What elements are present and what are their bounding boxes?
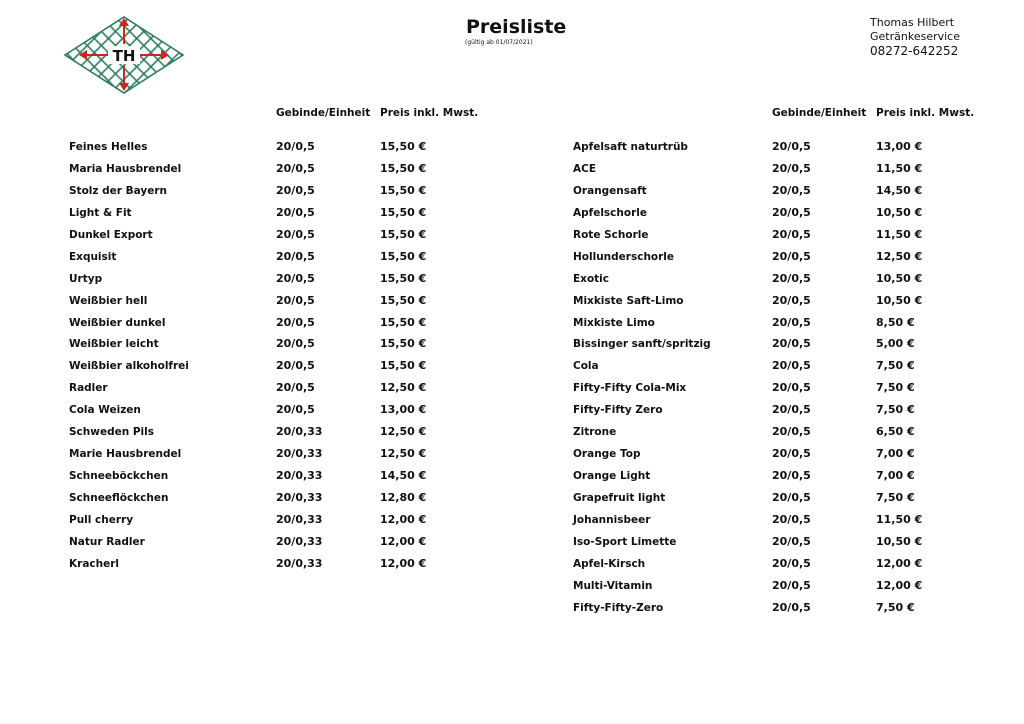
- price-row: [69, 250, 469, 272]
- product-price: 7,50 €: [876, 403, 915, 417]
- product-name: Marie Hausbrendel: [69, 448, 182, 461]
- product-price: 15,50 €: [380, 205, 427, 219]
- right-unit-header: Gebinde/Einheit: [772, 107, 867, 119]
- product-name: Apfelsaft naturtrüb: [573, 141, 688, 153]
- product-name: Natur Radler: [69, 535, 145, 548]
- price-row: [69, 447, 469, 469]
- product-unit: 20/0,5: [276, 249, 315, 263]
- product-unit: 20/0,5: [772, 205, 811, 219]
- company-info: [870, 16, 960, 58]
- company-owner: Thomas Hilbert: [870, 16, 955, 29]
- product-unit: 20/0,5: [772, 293, 811, 307]
- product-name: Multi-Vitamin: [573, 579, 653, 592]
- product-name: Schneeböckchen: [69, 470, 169, 483]
- validity-date: (gültig ab 01/07/2021): [465, 39, 533, 46]
- price-row: [573, 337, 973, 359]
- product-price: 15,50 €: [380, 293, 427, 307]
- product-price: 14,50 €: [876, 183, 923, 197]
- product-name: Light & Fit: [69, 206, 132, 219]
- product-price: 12,50 €: [380, 425, 427, 439]
- product-unit: 20/0,5: [772, 337, 811, 351]
- product-name: Orange Light: [573, 470, 651, 483]
- product-price: 15,50 €: [380, 359, 427, 373]
- product-unit: 20/0,5: [772, 227, 811, 241]
- soft-drink-price-list: [573, 140, 973, 623]
- price-row: [573, 272, 973, 294]
- product-unit: 20/0,5: [772, 359, 811, 373]
- page-title: Preisliste: [466, 16, 567, 38]
- price-row: [69, 425, 469, 447]
- product-name: Rote Schorle: [573, 228, 649, 241]
- product-unit: 20/0,5: [772, 183, 811, 197]
- product-unit: 20/0,5: [276, 381, 315, 395]
- product-name: Grapefruit light: [573, 492, 666, 504]
- price-row: [69, 469, 469, 491]
- product-unit: 20/0,33: [276, 491, 323, 504]
- product-price: 15,50 €: [380, 161, 427, 175]
- product-unit: 20/0,5: [276, 271, 315, 285]
- price-row: [69, 294, 469, 316]
- product-unit: 20/0,33: [276, 469, 323, 483]
- product-price: 7,50 €: [876, 600, 915, 614]
- product-price: 10,50 €: [876, 293, 923, 307]
- lattice-logo-icon: [62, 14, 186, 94]
- price-row: [573, 601, 973, 623]
- product-unit: 20/0,5: [772, 403, 811, 417]
- company-phone: 08272-642252: [870, 44, 959, 58]
- product-unit: 20/0,5: [276, 403, 315, 417]
- company-logo: [62, 14, 186, 94]
- product-price: 12,50 €: [380, 447, 427, 461]
- price-row: [573, 381, 973, 403]
- product-price: 12,50 €: [380, 381, 427, 395]
- product-price: 5,00 €: [876, 337, 915, 351]
- product-name: Cola: [573, 360, 599, 373]
- product-unit: 20/0,33: [276, 512, 323, 526]
- beer-price-list: [69, 140, 469, 579]
- product-name: Exotic: [573, 272, 610, 285]
- product-name: Mixkiste Saft-Limo: [573, 294, 684, 307]
- product-price: 6,50 €: [876, 425, 915, 439]
- product-name: Fifty-Fifty Cola-Mix: [573, 382, 687, 395]
- product-price: 15,50 €: [380, 271, 427, 285]
- price-row: [69, 513, 469, 535]
- product-unit: 20/0,5: [276, 183, 315, 197]
- price-row: [573, 425, 973, 447]
- product-unit: 20/0,5: [772, 600, 811, 614]
- product-price: 11,50 €: [876, 512, 923, 526]
- price-row: [573, 557, 973, 579]
- product-name: Stolz der Bayern: [69, 184, 168, 197]
- product-price: 15,50 €: [380, 227, 427, 241]
- product-name: ACE: [573, 162, 597, 175]
- price-row: [69, 535, 469, 557]
- product-name: Weißbier alkoholfrei: [69, 360, 189, 373]
- price-row: [69, 228, 469, 250]
- product-name: Kracherl: [69, 557, 119, 570]
- price-row: [69, 184, 469, 206]
- product-price: 15,50 €: [380, 337, 427, 351]
- product-name: Maria Hausbrendel: [69, 162, 182, 175]
- product-price: 12,00 €: [380, 534, 427, 548]
- product-unit: 20/0,5: [772, 534, 811, 548]
- product-price: 13,00 €: [876, 140, 923, 153]
- product-unit: 20/0,5: [276, 140, 315, 153]
- product-unit: 20/0,5: [772, 556, 811, 570]
- product-price: 11,50 €: [876, 161, 923, 175]
- product-name: Fifty-Fifty Zero: [573, 404, 663, 417]
- product-unit: 20/0,5: [276, 359, 315, 373]
- price-row: [573, 206, 973, 228]
- product-unit: 20/0,5: [276, 227, 315, 241]
- product-name: Apfelschorle: [573, 206, 647, 219]
- product-price: 12,00 €: [876, 578, 923, 592]
- product-name: Pull cherry: [69, 513, 134, 526]
- product-price: 15,50 €: [380, 183, 427, 197]
- product-price: 8,50 €: [876, 315, 915, 329]
- product-price: 13,00 €: [380, 403, 427, 417]
- price-row: [573, 184, 973, 206]
- price-row: [573, 403, 973, 425]
- product-price: 12,00 €: [876, 556, 923, 570]
- product-name: Schweden Pils: [69, 426, 154, 439]
- price-row: [573, 250, 973, 272]
- product-unit: 20/0,5: [772, 578, 811, 592]
- product-price: 10,50 €: [876, 271, 923, 285]
- product-unit: 20/0,33: [276, 447, 323, 461]
- product-unit: 20/0,5: [772, 161, 811, 175]
- company-business: Getränkeservice: [870, 30, 960, 43]
- product-unit: 20/0,5: [772, 315, 811, 329]
- price-row: [573, 535, 973, 557]
- product-name: Apfel-Kirsch: [573, 557, 646, 570]
- price-row: [573, 228, 973, 250]
- product-name: Orange Top: [573, 448, 641, 461]
- product-unit: 20/0,5: [276, 205, 315, 219]
- product-unit: 20/0,5: [772, 425, 811, 439]
- product-name: Urtyp: [69, 272, 103, 285]
- product-name: Exquisit: [69, 250, 117, 263]
- product-unit: 20/0,5: [772, 469, 811, 483]
- product-price: 14,50 €: [380, 469, 427, 483]
- product-price: 12,80 €: [380, 491, 427, 504]
- price-row: [573, 469, 973, 491]
- product-price: 7,50 €: [876, 491, 915, 504]
- product-unit: 20/0,5: [772, 271, 811, 285]
- product-name: Fifty-Fifty-Zero: [573, 601, 664, 614]
- logo-text: TH: [112, 47, 136, 65]
- price-row: [573, 140, 973, 162]
- product-unit: 20/0,33: [276, 556, 323, 570]
- product-unit: 20/0,5: [772, 249, 811, 263]
- product-name: Weißbier leicht: [69, 338, 159, 351]
- product-price: 7,50 €: [876, 359, 915, 373]
- product-price: 12,50 €: [876, 249, 923, 263]
- product-unit: 20/0,5: [276, 293, 315, 307]
- product-price: 10,50 €: [876, 205, 923, 219]
- product-name: Weißbier dunkel: [69, 316, 166, 329]
- price-row: [69, 491, 469, 513]
- product-unit: 20/0,5: [772, 447, 811, 461]
- price-row: [69, 403, 469, 425]
- price-row: [573, 513, 973, 535]
- price-row: [69, 206, 469, 228]
- product-name: Schneeflöckchen: [69, 492, 169, 504]
- product-price: 15,50 €: [380, 315, 427, 329]
- product-unit: 20/0,5: [276, 315, 315, 329]
- price-row: [573, 162, 973, 184]
- product-unit: 20/0,5: [276, 337, 315, 351]
- price-row: [573, 359, 973, 381]
- price-row: [573, 447, 973, 469]
- product-name: Zitrone: [573, 426, 617, 439]
- product-name: Dunkel Export: [69, 228, 153, 241]
- product-price: 10,50 €: [876, 534, 923, 548]
- product-name: Feines Helles: [69, 141, 148, 153]
- product-name: Orangensaft: [573, 184, 647, 197]
- product-name: Cola Weizen: [69, 404, 141, 417]
- product-name: Bissinger sanft/spritzig: [573, 338, 711, 351]
- price-row: [69, 140, 469, 162]
- product-unit: 20/0,5: [772, 491, 811, 504]
- product-price: 15,50 €: [380, 249, 427, 263]
- price-row: [573, 294, 973, 316]
- product-price: 7,00 €: [876, 447, 915, 461]
- price-row: [69, 337, 469, 359]
- price-row: [69, 272, 469, 294]
- product-unit: 20/0,5: [772, 381, 811, 395]
- left-price-header: Preis inkl. Mwst.: [380, 107, 479, 119]
- product-price: 15,50 €: [380, 140, 427, 153]
- product-unit: 20/0,33: [276, 534, 323, 548]
- right-price-header: Preis inkl. Mwst.: [876, 107, 975, 119]
- product-name: Johannisbeer: [573, 513, 651, 526]
- product-price: 7,00 €: [876, 469, 915, 483]
- product-unit: 20/0,5: [772, 140, 811, 153]
- price-row: [69, 316, 469, 338]
- product-unit: 20/0,5: [276, 161, 315, 175]
- product-name: Weißbier hell: [69, 294, 148, 307]
- product-name: Radler: [69, 382, 108, 395]
- price-row: [69, 359, 469, 381]
- product-name: Iso-Sport Limette: [573, 535, 677, 548]
- price-row: [69, 162, 469, 184]
- product-name: Mixkiste Limo: [573, 316, 655, 329]
- price-row: [573, 579, 973, 601]
- price-row: [69, 381, 469, 403]
- product-unit: 20/0,5: [772, 512, 811, 526]
- price-row: [69, 557, 469, 579]
- price-row: [573, 491, 973, 513]
- product-unit: 20/0,33: [276, 425, 323, 439]
- product-price: 7,50 €: [876, 381, 915, 395]
- product-price: 12,00 €: [380, 556, 427, 570]
- product-price: 11,50 €: [876, 227, 923, 241]
- price-row: [573, 316, 973, 338]
- title-block: [440, 16, 590, 47]
- product-price: 12,00 €: [380, 512, 427, 526]
- left-unit-header: Gebinde/Einheit: [276, 107, 371, 119]
- product-name: Hollunderschorle: [573, 250, 675, 263]
